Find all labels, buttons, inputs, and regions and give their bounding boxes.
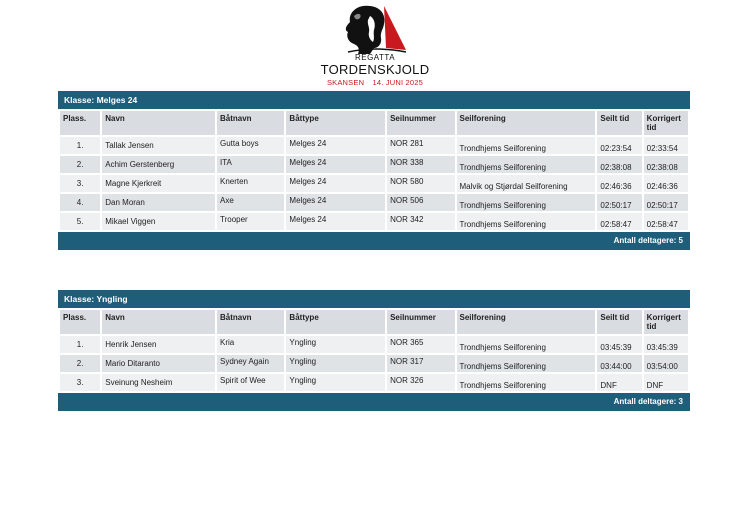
boat-type-cell: Yngling [286, 336, 385, 353]
corrected-time-cell: 02:58:47 [644, 213, 688, 230]
results-table [58, 308, 690, 393]
place-cell: 1. [60, 336, 100, 353]
logo-location: SKANSEN [326, 78, 365, 87]
name-cell: Tallak Jensen [102, 137, 215, 154]
class-header: Klasse: Yngling [58, 290, 690, 308]
boat-name-cell: Trooper [217, 213, 284, 230]
name-cell: Dan Moran [102, 194, 215, 211]
column-header: Navn [102, 310, 215, 334]
boat-type-cell: Melges 24 [286, 156, 385, 173]
name-cell: Mario Ditaranto [102, 355, 215, 372]
sailed-time-cell: 02:50:17 [597, 194, 641, 211]
name-cell: Sveinung Nesheim [102, 374, 215, 391]
boat-type-cell: Yngling [286, 374, 385, 391]
club-cell: Trondhjems Seilforening [457, 355, 596, 372]
boat-name-cell: Kria [217, 336, 284, 353]
corrected-time-cell: 02:50:17 [644, 194, 688, 211]
participant-count: Antall deltagere: 5 [58, 232, 690, 250]
sail-number-cell: NOR 342 [387, 213, 454, 230]
place-cell: 4. [60, 194, 100, 211]
table-row [60, 175, 688, 192]
sailed-time-cell: 02:38:08 [597, 156, 641, 173]
club-cell: Trondhjems Seilforening [457, 213, 596, 230]
boat-type-cell: Yngling [286, 355, 385, 372]
sail-number-cell: NOR 317 [387, 355, 454, 372]
column-header: Seilforening [457, 310, 596, 334]
regatta-logo [300, 2, 450, 88]
place-cell: 2. [60, 156, 100, 173]
boat-type-cell: Melges 24 [286, 137, 385, 154]
corrected-time-cell: 02:33:54 [644, 137, 688, 154]
club-cell: Trondhjems Seilforening [457, 194, 596, 211]
column-header: Seilnummer [387, 111, 454, 135]
participant-count: Antall deltagere: 3 [58, 393, 690, 411]
column-header: Seilt tid [597, 111, 641, 135]
boat-name-cell: ITA [217, 156, 284, 173]
class-header: Klasse: Melges 24 [58, 91, 690, 109]
column-header: Plass. [60, 111, 100, 135]
logo-title: TORDENSKJOLD [320, 62, 430, 77]
table-row [60, 374, 688, 391]
corrected-time-cell: DNF [644, 374, 688, 391]
class-block [58, 91, 690, 250]
table-header-row [60, 310, 688, 334]
boat-name-cell: Sydney Again [217, 355, 284, 372]
boat-name-cell: Gutta boys [217, 137, 284, 154]
club-cell: Trondhjems Seilforening [457, 374, 596, 391]
sailed-time-cell: 02:58:47 [597, 213, 641, 230]
sail-number-cell: NOR 365 [387, 336, 454, 353]
column-header: Seilt tid [597, 310, 641, 334]
table-row [60, 137, 688, 154]
corrected-time-cell: 03:45:39 [644, 336, 688, 353]
table-header-row [60, 111, 688, 135]
sailed-time-cell: 02:23:54 [597, 137, 641, 154]
name-cell: Henrik Jensen [102, 336, 215, 353]
place-cell: 2. [60, 355, 100, 372]
table-row [60, 336, 688, 353]
sailboat-portrait-icon [340, 2, 412, 56]
sailed-time-cell: 03:45:39 [597, 336, 641, 353]
club-cell: Trondhjems Seilforening [457, 156, 596, 173]
sail-number-cell: NOR 506 [387, 194, 454, 211]
name-cell: Magne Kjerkreit [102, 175, 215, 192]
name-cell: Achim Gerstenberg [102, 156, 215, 173]
sail-number-cell: NOR 338 [387, 156, 454, 173]
corrected-time-cell: 02:46:36 [644, 175, 688, 192]
column-header: Seilnummer [387, 310, 454, 334]
boat-type-cell: Melges 24 [286, 194, 385, 211]
place-cell: 1. [60, 137, 100, 154]
column-header: Båtnavn [217, 310, 284, 334]
table-row [60, 156, 688, 173]
results-table [58, 109, 690, 232]
boat-type-cell: Melges 24 [286, 213, 385, 230]
table-row [60, 213, 688, 230]
sail-number-cell: NOR 580 [387, 175, 454, 192]
corrected-time-cell: 02:38:08 [644, 156, 688, 173]
sailed-time-cell: DNF [597, 374, 641, 391]
column-header: Korrigert tid [644, 310, 688, 334]
logo-subtitle [300, 78, 450, 87]
boat-name-cell: Spirit of Wee [217, 374, 284, 391]
corrected-time-cell: 03:54:00 [644, 355, 688, 372]
boat-name-cell: Axe [217, 194, 284, 211]
place-cell: 3. [60, 374, 100, 391]
club-cell: Trondhjems Seilforening [457, 336, 596, 353]
column-header: Båttype [286, 310, 385, 334]
logo-date: 14. JUNI 2025 [372, 78, 424, 87]
club-cell: Trondhjems Seilforening [457, 137, 596, 154]
class-block [58, 290, 690, 411]
column-header: Båtnavn [217, 111, 284, 135]
table-row [60, 194, 688, 211]
boat-name-cell: Knerten [217, 175, 284, 192]
column-header: Seilforening [457, 111, 596, 135]
column-header: Båttype [286, 111, 385, 135]
logo-regatta-text: REGATTA [354, 53, 396, 62]
sailed-time-cell: 03:44:00 [597, 355, 641, 372]
name-cell: Mikael Viggen [102, 213, 215, 230]
column-header: Navn [102, 111, 215, 135]
column-header: Plass. [60, 310, 100, 334]
club-cell: Malvik og Stjørdal Seilforening [457, 175, 596, 192]
boat-type-cell: Melges 24 [286, 175, 385, 192]
sailed-time-cell: 02:46:36 [597, 175, 641, 192]
column-header: Korrigert tid [644, 111, 688, 135]
place-cell: 3. [60, 175, 100, 192]
sail-number-cell: NOR 326 [387, 374, 454, 391]
sail-number-cell: NOR 281 [387, 137, 454, 154]
place-cell: 5. [60, 213, 100, 230]
table-row [60, 355, 688, 372]
